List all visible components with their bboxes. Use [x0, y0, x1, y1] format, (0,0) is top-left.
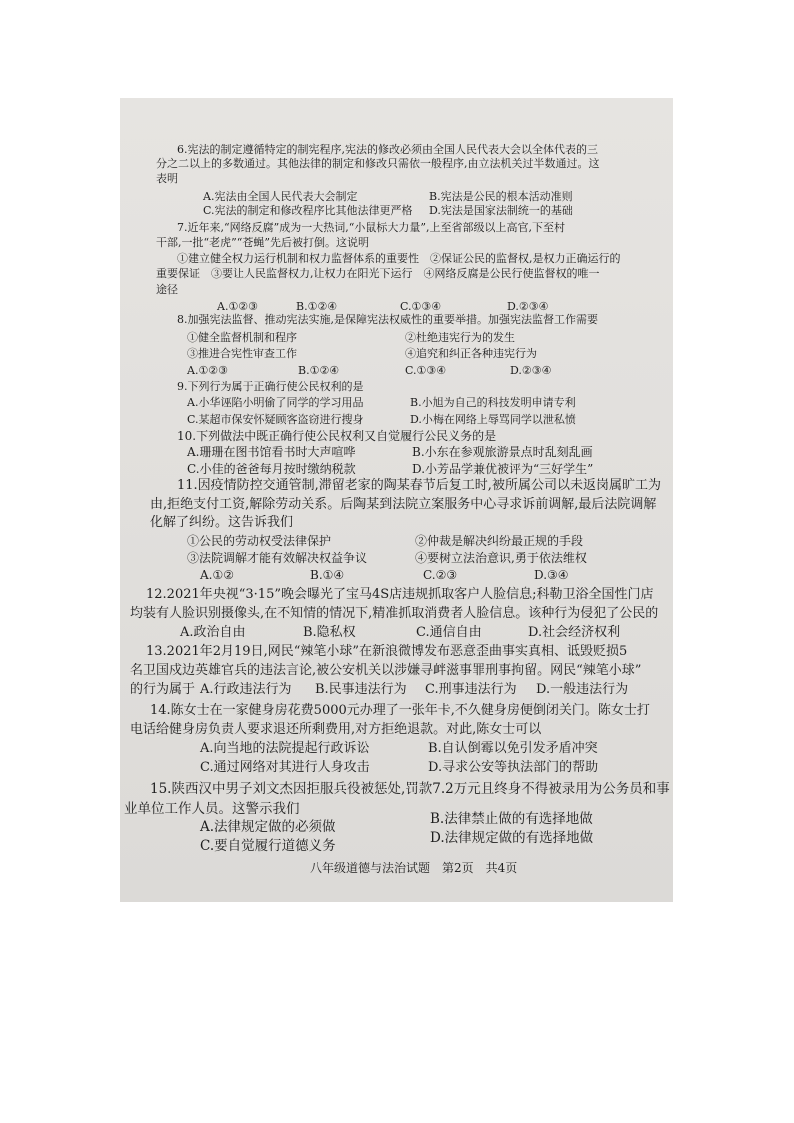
q11-option-c: C.②③ [423, 568, 458, 582]
q6-option-c: C.宪法的制定和修改程序比其他法律更严格 [203, 204, 413, 217]
q6-stem-line: 表明 [156, 172, 178, 185]
q10-option-d: D.小芳品学兼优被评为“三好学生” [412, 462, 594, 476]
q14-option-c: C.通过网络对其进行人身攻击 [200, 760, 370, 775]
q6-stem-line: 分之二以上的多数通过。其他法律的制定和修改只需依一般程序,由立法机关过半数通过。这 [156, 157, 600, 170]
q15-stem-line: 业单位工作人员。这警示我们 [124, 801, 300, 817]
q8-statement-1: ①健全监督机制和程序 [187, 331, 297, 344]
q13-option-c: C.刑事违法行为 [425, 682, 517, 697]
q9-option-c: C.某超市保安怀疑顾客盗窃进行搜身 [187, 413, 364, 426]
q7-option-b: B.①②④ [296, 300, 338, 313]
q11-option-b: B.①④ [310, 568, 345, 582]
q7-option-a: A.①②③ [217, 300, 259, 313]
q11-statement-2: ②仲裁是解决纠纷最正规的手段 [415, 534, 584, 548]
q15-option-d: D.法律规定做的有选择地做 [430, 830, 594, 846]
q12-option-b: B.隐私权 [303, 625, 356, 640]
q14-option-a: A.向当地的法院提起行政诉讼 [200, 741, 370, 756]
q8-stem-line: 8.加强宪法监督、推动宪法实施,是保障宪法权威性的重要举措。加强宪法监督工作需要 [177, 313, 598, 326]
q8-statement-3: ③推进合宪性审查工作 [187, 347, 297, 360]
q12-option-d: D.社会经济权利 [528, 625, 621, 640]
q10-option-a: A.珊珊在图书馆看书时大声喧哗 [187, 445, 356, 459]
q12-option-c: C.通信自由 [416, 625, 482, 640]
q7-stem-line: 7.近年来,“网络反腐”成为一大热词,“小鼠标大力量”,上至省部级以上高官,下至村 [177, 221, 565, 234]
q11-option-d: D.③④ [534, 568, 569, 582]
scanned-exam-page [120, 98, 673, 902]
q12-option-a: A.政治自由 [180, 625, 246, 640]
q13-stem-line: 名卫国戍边英雄官兵的违法言论,被公安机关以涉嫌寻衅滋事罪刑事拘留。网民“辣笔小球” [130, 663, 642, 678]
q14-stem-line: 14.陈女士在一家健身房花费5000元办理了一张年卡,不久健身房便倒闭关门。陈女士打 [150, 703, 650, 718]
q8-option-c: C.①③④ [405, 364, 447, 377]
q6-option-a: A.宪法由全国人民代表大会制定 [203, 190, 358, 203]
q9-option-a: A.小华诬陷小明偷了同学的学习用品 [187, 396, 364, 409]
q14-stem-line: 电话给健身房负责人要求退还所剩费用,对方拒绝退款。对此,陈女士可以 [130, 722, 542, 737]
q12-stem-line: 均装有人脸识别摄像头,在不知情的情况下,精准抓取消费者人脸信息。该种行为侵犯了公民的 [130, 606, 659, 621]
q13-option-a: A.行政违法行为 [200, 682, 292, 697]
q13-option-b: B.民事违法行为 [315, 682, 407, 697]
q15-option-b: B.法律禁止做的有选择地做 [430, 811, 593, 827]
q15-option-c: C.要自觉履行道德义务 [200, 838, 336, 854]
q8-statement-2: ②杜绝违宪行为的发生 [405, 331, 515, 344]
q6-option-d: D.宪法是国家法制统一的基础 [429, 204, 573, 217]
q14-option-d: D.寻求公安等执法部门的帮助 [428, 760, 599, 775]
q11-stem-line: 化解了纠纷。这告诉我们 [150, 515, 294, 530]
q11-stem-line: 由,拒绝支付工资,解除劳动关系。后陶某到法院立案服务中心寻求诉前调解,最后法院调解 [150, 497, 657, 512]
q9-option-b: B.小旭为自己的科技发明申请专利 [410, 396, 576, 409]
q11-stem-line: 11.因疫情防控交通管制,滞留老家的陶某春节后复工时,被所属公司以未返岗属旷工为 [177, 478, 661, 493]
q15-option-a: A.法律规定做的必须做 [200, 819, 336, 835]
q6-option-b: B.宪法是公民的根本活动准则 [429, 190, 573, 203]
q10-option-c: C.小佳的爸爸每月按时缴纳税款 [187, 462, 356, 476]
q7-option-d: D.②③④ [507, 300, 549, 313]
q12-stem-line: 12.2021年央视“3·15”晚会曝光了宝马4S店违规抓取客户人脸信息;科勒卫浴全国性门店 [146, 587, 654, 602]
q13-stem-line: 13.2021年2月19日,网民“辣笔小球”在新浪微博发布恶意歪曲事实真相、诋毁贬损5 [146, 644, 628, 659]
q6-stem-line: 6.宪法的制定遵循特定的制宪程序,宪法的修改必须由全国人民代表大会以全体代表的三 [177, 143, 598, 156]
q13-stem-line: 的行为属于 [130, 682, 196, 697]
q8-option-b: B.①②④ [298, 364, 340, 377]
q11-option-a: A.①② [200, 568, 234, 582]
page-footer: 八年级道德与法治试题 第2页 共4页 [310, 861, 518, 875]
q9-stem-line: 9.下列行为属于正确行使公民权利的是 [177, 380, 364, 393]
q7-stem-line: 干部,一批“老虎”“苍蝇”先后被打倒。这说明 [156, 236, 369, 249]
q7-statement-line: 途径 [156, 283, 178, 296]
q7-option-c: C.①③④ [400, 300, 442, 313]
q13-option-d: D.一般违法行为 [536, 682, 629, 697]
q10-stem-line: 10.下列做法中既正确行使公民权利又自觉履行公民义务的是 [177, 429, 497, 443]
q9-option-d: D.小梅在网络上辱骂同学以泄私愤 [410, 413, 576, 426]
q8-option-d: D.②③④ [510, 364, 552, 377]
q7-statement-line: ①建立健全权力运行机制和权力监督体系的重要性 ②保证公民的监督权,是权力正确运行的 [177, 252, 621, 265]
q11-statement-1: ①公民的劳动权受法律保护 [187, 534, 332, 548]
q11-statement-4: ④要树立法治意识,勇于依法维权 [415, 551, 587, 565]
q8-option-a: A.①②③ [187, 364, 229, 377]
q15-stem-line: 15.陕西汉中男子刘文杰因拒服兵役被惩处,罚款7.2万元且终身不得被录用为公务员和事 [150, 781, 670, 797]
q14-option-b: B.自认倒霉以免引发矛盾冲突 [428, 741, 598, 756]
q7-statement-line: 重要保证 ③要让人民监督权力,让权力在阳光下运行 ④网络反腐是公民行使监督权的唯一 [156, 267, 600, 280]
q8-statement-4: ④追究和纠正各种违宪行为 [405, 347, 537, 360]
q10-option-b: B.小东在参观旅游景点时乱刻乱画 [412, 445, 593, 459]
q11-statement-3: ③法院调解才能有效解决权益争议 [187, 551, 368, 565]
